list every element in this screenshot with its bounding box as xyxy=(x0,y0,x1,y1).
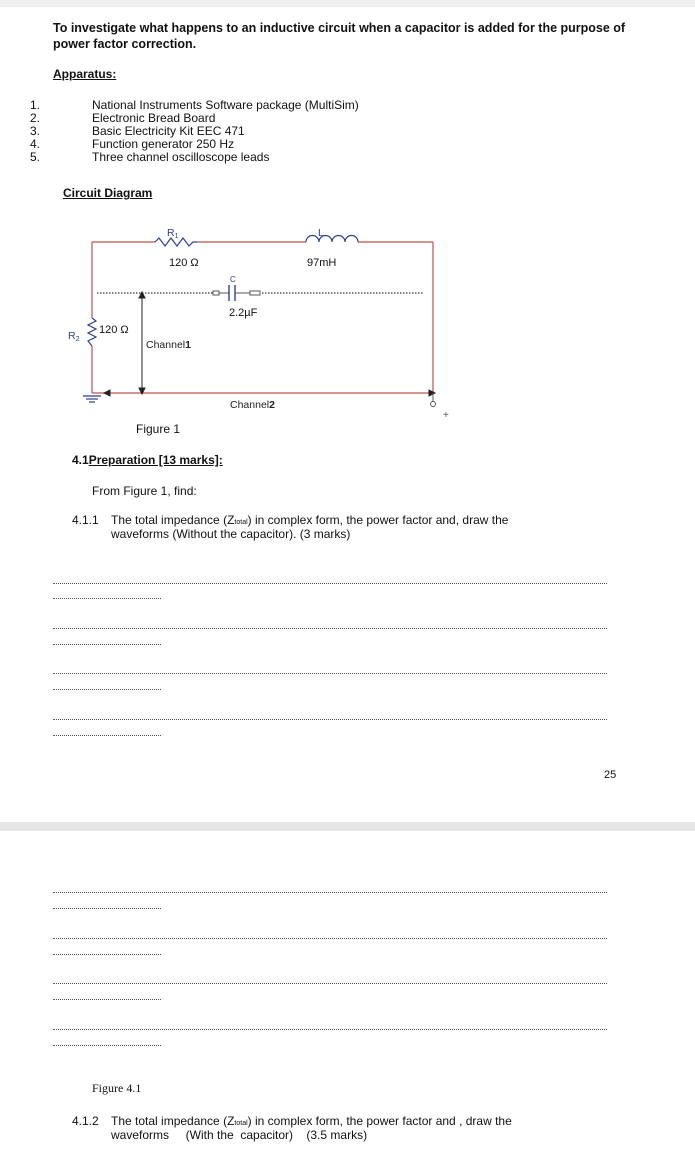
r2-resistor-symbol xyxy=(88,318,96,346)
question-4-1-1-line1: The total impedance (Ztotal) in complex form, the power factor and, draw the xyxy=(111,513,509,527)
inductor-symbol xyxy=(306,236,358,243)
ground-symbol xyxy=(83,396,101,402)
answer-line xyxy=(53,908,161,909)
answer-line xyxy=(53,583,607,584)
apparatus-item: Basic Electricity Kit EEC 471 xyxy=(92,124,245,138)
apparatus-number: 5. xyxy=(30,150,41,164)
answer-line xyxy=(53,644,161,645)
answer-line xyxy=(53,1045,161,1046)
section-number: 4.1 xyxy=(72,453,89,467)
answer-line xyxy=(53,938,607,939)
apparatus-number: 2. xyxy=(30,111,41,125)
answer-line xyxy=(53,983,607,984)
answer-line xyxy=(53,689,161,690)
apparatus-heading: Apparatus: xyxy=(53,67,117,81)
question-4-1-2-line2: waveforms (With the capacitor) (3.5 marks) xyxy=(111,1128,368,1142)
circuit-wires xyxy=(92,242,433,393)
intro-text: From Figure 1, find: xyxy=(92,484,197,498)
question-4-1-1-line2: waveforms (Without the capacitor). (3 marks) xyxy=(111,527,351,541)
figure-1-caption: Figure 1 xyxy=(136,422,181,436)
page-number: 25 xyxy=(604,769,617,781)
circuit-diagram xyxy=(0,0,695,420)
answer-line xyxy=(53,719,607,720)
r1-label: R1 xyxy=(167,227,179,240)
inductor-value: 97mH xyxy=(307,257,337,269)
answer-line xyxy=(53,628,607,629)
apparatus-item: Three channel oscilloscope leads xyxy=(92,150,270,164)
z-subscript: total xyxy=(234,519,248,526)
channel1-label: Channel1 xyxy=(146,339,191,351)
capacitor-label: C xyxy=(230,275,236,284)
answer-line xyxy=(53,1029,607,1030)
apparatus-number: 3. xyxy=(30,124,41,138)
answer-line xyxy=(53,892,607,893)
page-break xyxy=(0,822,695,831)
r2-label: R2 xyxy=(68,330,80,343)
question-4-1-1-number: 4.1.1 xyxy=(72,513,99,527)
apparatus-number: 1. xyxy=(30,98,41,112)
capacitor-symbol xyxy=(213,285,260,301)
circuit-diagram-heading: Circuit Diagram xyxy=(63,186,153,200)
terminal-circle xyxy=(431,402,436,407)
terminal-plus-sign: + xyxy=(443,410,449,420)
answer-line xyxy=(53,954,161,955)
apparatus-item: National Instruments Software package (MultiSim) xyxy=(92,98,359,112)
answer-line xyxy=(53,999,161,1000)
question-4-1-2-number: 4.1.2 xyxy=(72,1114,99,1128)
r1-value: 120 Ω xyxy=(169,257,199,269)
channel1-measure-arrow xyxy=(139,292,145,394)
r2-value: 120 Ω xyxy=(99,324,129,336)
apparatus-item: Electronic Bread Board xyxy=(92,111,216,125)
apparatus-item: Function generator 250 Hz xyxy=(92,137,235,151)
inductor-label: L xyxy=(318,227,324,239)
channel2-label: Channel2 xyxy=(230,399,275,411)
experiment-title: To investigate what happens to an inductive circuit when a capacitor is added for the purpose of power factor correction. xyxy=(53,21,626,51)
apparatus-number: 4. xyxy=(30,137,41,151)
answer-line xyxy=(53,673,607,674)
z-subscript: total xyxy=(234,1120,248,1127)
answer-line xyxy=(53,598,161,599)
section-title: Preparation [13 marks]: xyxy=(88,453,223,467)
answer-line xyxy=(53,735,161,736)
section-heading xyxy=(72,453,223,467)
figure-4-1-caption: Figure 4.1 xyxy=(92,1081,142,1095)
capacitor-value: 2.2µF xyxy=(229,307,258,319)
question-4-1-2-line1: The total impedance (Ztotal) in complex form, the power factor and , draw the xyxy=(111,1114,512,1128)
